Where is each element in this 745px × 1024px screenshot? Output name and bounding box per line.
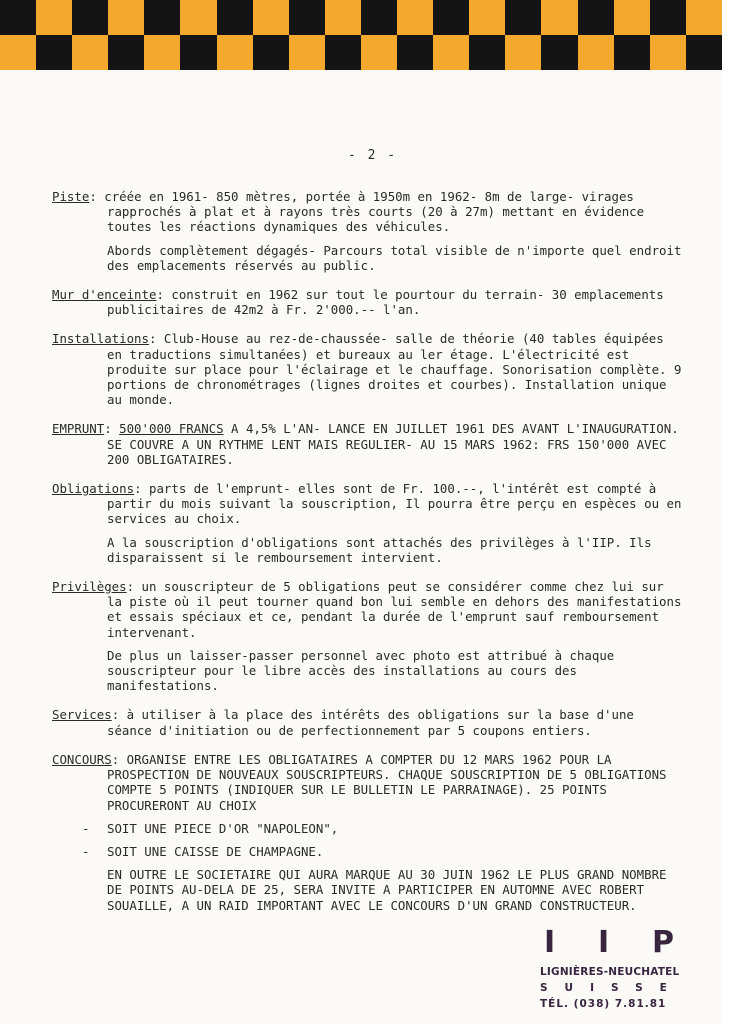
emprunt-amount: 500'000 FRANCS	[119, 421, 224, 437]
checker-cell	[650, 0, 686, 35]
section-emprunt	[52, 421, 682, 467]
checker-cell	[397, 0, 433, 35]
checker-cell	[686, 0, 722, 35]
checker-cell	[361, 0, 397, 35]
checker-cell	[433, 35, 469, 70]
piste-sub-paragraph: Abords complètement dégagés- Parcours total visible de n'importe quel endroit des emplacements réservés au public.	[107, 242, 682, 273]
checker-cell	[578, 35, 614, 70]
privileges-text: : un souscripteur de 5 obligations peut se considérer comme chez lui sur la piste où il peut tourner quand bon lui semble en dehors des manifestations et essais spéciaux et ce, pendant la durée de l'emprunt sauf remboursement intervenant.	[107, 579, 682, 640]
stamp-location: LIGNIÈRES-NEUCHATEL	[540, 966, 680, 978]
emprunt-paragraph	[52, 421, 682, 467]
concours-text: : ORGANISE ENTRE LES OBLIGATAIRES A COMPTER DU 12 MARS 1962 POUR LA PROSPECTION DE NOUVEAUX SOUSCRIPTEURS. CHAQUE SOUSCRIPTION DE 5 OBLIGATIONS COMPTE 5 POINTS (INDIQUER SUR LE BULLETIN LE PARRAINAGE). 25 POINTS PROCURERONT AU CHOIX	[107, 751, 667, 813]
section-installations	[52, 331, 682, 407]
installations-label: Installations	[52, 331, 149, 347]
checker-cell	[397, 35, 433, 70]
section-concours	[52, 752, 682, 913]
mur-label: Mur d'enceinte	[52, 287, 157, 303]
checker-cell	[36, 0, 72, 35]
section-services	[52, 707, 682, 737]
section-piste	[52, 189, 682, 273]
checker-cell	[614, 35, 650, 70]
obligations-text: : parts de l'emprunt- elles sont de Fr. 100.--, l'intérêt est compté à partir du mois suivant la souscription, Il pourra être perçu en espèces ou en services au choix.	[107, 481, 682, 527]
checker-cell	[108, 35, 144, 70]
stamp-letter-3: P	[652, 925, 674, 960]
checker-cell	[578, 0, 614, 35]
checker-cell	[650, 35, 686, 70]
concours-paragraph	[52, 752, 682, 813]
checker-cell	[541, 35, 577, 70]
services-paragraph	[52, 707, 682, 737]
installations-text: : Club-House au rez-de-chaussée- salle de théorie (40 tables équipées en traductions simultanées) et bureaux au ler étage. L'électricité est produite sur place pour l'éclairage et le chauffage. Sonorisation complète. 9 portions de chronométrages (lignes droites et courbes). Installation unique au monde.	[107, 331, 682, 408]
privileges-sub-paragraph: De plus un laisser-passer personnel avec photo est attribué à chaque souscripteur pour le libre accès des installations au cours des manifestations.	[107, 647, 615, 694]
checker-cell	[253, 35, 289, 70]
document-body	[52, 189, 682, 927]
list-item	[52, 821, 682, 836]
piste-paragraph	[52, 189, 682, 235]
checker-cell	[505, 35, 541, 70]
concours-sub-paragraph: EN OUTRE LE SOCIETAIRE QUI AURA MARQUE AU 30 JUIN 1962 LE PLUS GRAND NOMBRE DE POINTS AU-DELA DE 25, SERA INVITE A PARTICIPER EN AUTOMNE AVEC ROBERT SOUAILLE, A UN RAID IMPORTANT AVEC LE CONCOURS D'UN GRAND CONSTRUCTEUR.	[107, 867, 667, 913]
emprunt-text: A 4,5% L'AN- LANCE EN JUILLET 1961 DES AVANT L'INAUGURATION. SE COUVRE A UN RYTHME LENT MAIS REGULIER- AU 15 MARS 1962: FRS 150'000 AVEC 200 OBLIGATAIRES.	[107, 421, 679, 467]
checker-cell	[180, 0, 216, 35]
checker-cell	[325, 35, 361, 70]
stamp-country: SUISSE	[540, 982, 684, 994]
emprunt-colon: :	[104, 421, 120, 437]
stamp-letter-2: I	[598, 925, 610, 960]
section-privileges	[52, 579, 682, 693]
obligations-label: Obligations	[52, 481, 135, 497]
mur-paragraph	[52, 287, 682, 317]
checker-cell	[505, 0, 541, 35]
checker-cell	[217, 35, 253, 70]
obligations-paragraph	[52, 481, 682, 527]
checker-cell	[469, 35, 505, 70]
list-item	[52, 844, 682, 859]
checker-cell	[433, 0, 469, 35]
checker-cell	[0, 35, 36, 70]
checker-cell	[72, 35, 108, 70]
iip-stamp	[540, 918, 684, 1010]
checker-cell	[289, 0, 325, 35]
page-number: - 2 -	[347, 148, 398, 163]
concours-bullet-2: SOIT UNE CAISSE DE CHAMPAGNE.	[107, 843, 324, 859]
stamp-logo-letters	[540, 918, 680, 958]
privileges-paragraph	[52, 579, 682, 640]
checker-cell	[253, 0, 289, 35]
piste-label: Piste	[52, 189, 90, 204]
checker-cell	[325, 0, 361, 35]
checker-cell	[72, 0, 108, 35]
checker-cell	[0, 0, 36, 35]
privileges-label: Privilèges	[52, 579, 127, 595]
checker-cell	[614, 0, 650, 35]
checker-cell	[361, 35, 397, 70]
checker-cell	[180, 35, 216, 70]
concours-bullet-1: SOIT UNE PIECE D'OR "NAPOLEON",	[107, 820, 339, 836]
section-obligations	[52, 481, 682, 565]
dash-bullet: -	[82, 843, 90, 859]
services-text: : à utiliser à la place des intérêts des obligations sur la base d'une séance d'initiation ou de perfectionnement par 5 coupons entiers.	[107, 707, 634, 738]
services-label: Services	[52, 707, 112, 723]
checker-cell	[108, 0, 144, 35]
checker-cell	[144, 35, 180, 70]
stamp-phone: TÉL. (038) 7.81.81	[540, 998, 667, 1010]
piste-text: : créée en 1961- 850 mètres, portée à 1950m en 1962- 8m de large- virages rapprochés à plat et à rayons très courts (20 à 27m) mettant en évidence toutes les réactions dynamiques des véhicules.	[89, 189, 645, 235]
dash-bullet: -	[82, 820, 90, 836]
checker-cell	[469, 0, 505, 35]
installations-paragraph	[52, 331, 682, 407]
section-mur-enceinte	[52, 287, 682, 317]
checker-cell	[36, 35, 72, 70]
mur-text: : construit en 1962 sur tout le pourtour du terrain- 30 emplacements publicitaires de 42m2 à Fr. 2'000.-- l'an.	[107, 287, 664, 318]
stamp-letter-1: I	[544, 925, 556, 960]
emprunt-label: EMPRUNT	[52, 421, 105, 437]
concours-label: CONCOURS	[52, 751, 112, 767]
checker-cell	[541, 0, 577, 35]
checker-cell	[144, 0, 180, 35]
checker-cell	[686, 35, 722, 70]
checker-cell	[289, 35, 325, 70]
checker-header-band	[0, 0, 722, 70]
checker-cell	[217, 0, 253, 35]
obligations-sub-paragraph: A la souscription d'obligations sont attachés des privilèges à l'IIP. Ils disparaissent si le remboursement intervient.	[107, 534, 652, 565]
